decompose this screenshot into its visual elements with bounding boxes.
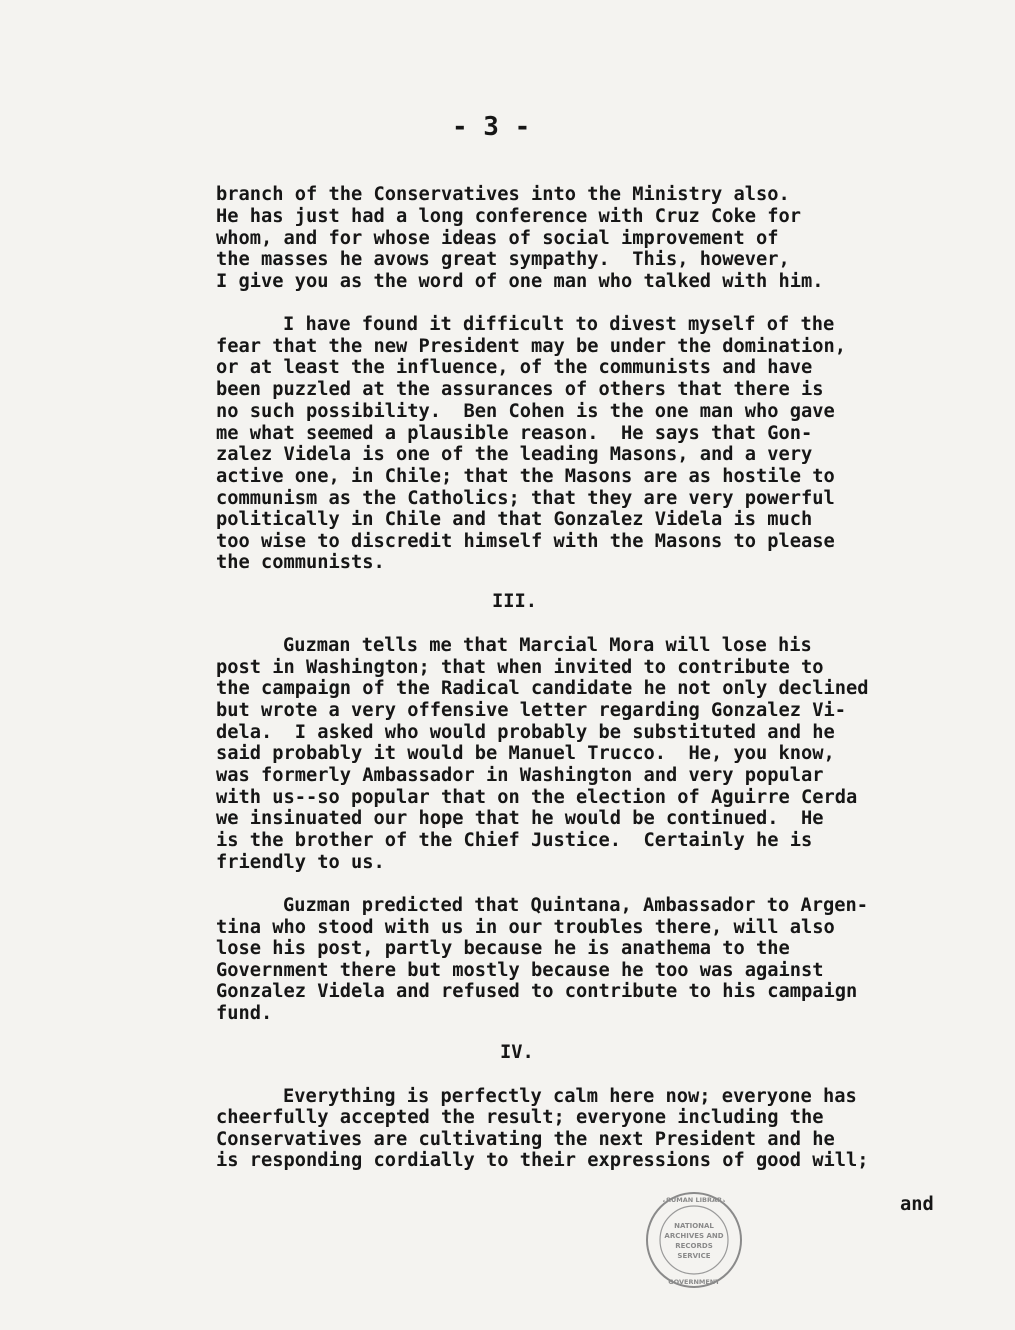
- catchword: and: [900, 1194, 934, 1215]
- text-line: active one, in Chile; that the Masons are as hostile to: [216, 466, 835, 487]
- svg-text:SERVICE: SERVICE: [677, 1252, 711, 1260]
- text-line: dela. I asked who would probably be substituted and he: [216, 722, 835, 743]
- text-line: tina who stood with us in our troubles there, will also: [216, 917, 835, 938]
- text-line: I give you as the word of one man who talked with him.: [216, 271, 824, 292]
- text-line: is the brother of the Chief Justice. Certainly he is: [216, 830, 813, 851]
- page-number: - 3 -: [452, 112, 531, 142]
- text-line: whom, and for whose ideas of social improvement of: [216, 228, 779, 249]
- text-line: Government there but mostly because he too was against: [216, 960, 824, 981]
- text-line: or at least the influence, of the communists and have: [216, 357, 813, 378]
- svg-text:NATIONAL: NATIONAL: [674, 1222, 714, 1230]
- text-line: the masses he avows great sympathy. This, however,: [216, 249, 790, 270]
- svg-text:TRUMAN LIBRARY: TRUMAN LIBRARY: [661, 1196, 727, 1204]
- text-line: post in Washington; that when invited to contribute to: [216, 657, 824, 678]
- text-line: I have found it difficult to divest myself of the: [283, 314, 835, 335]
- text-line: is responding cordially to their expressions of good will;: [216, 1150, 869, 1171]
- text-line: friendly to us.: [216, 852, 385, 873]
- text-line: Conservatives are cultivating the next President and he: [216, 1129, 835, 1150]
- text-line: He has just had a long conference with Cruz Coke for: [216, 206, 802, 227]
- text-line: we insinuated our hope that he would be continued. He: [216, 808, 824, 829]
- text-line: the communists.: [216, 552, 385, 573]
- text-line: the campaign of the Radical candidate he not only declined: [216, 678, 869, 699]
- archive-stamp: [644, 1190, 744, 1290]
- text-line: zalez Videla is one of the leading Masons, and a very: [216, 444, 813, 465]
- text-line: Everything is perfectly calm here now; everyone has: [283, 1086, 857, 1107]
- text-line: said probably it would be Manuel Trucco. He, you know,: [216, 743, 835, 764]
- section-heading-iii: III.: [492, 591, 538, 612]
- text-line: Guzman predicted that Quintana, Ambassador to Argen-: [283, 895, 869, 916]
- text-line: but wrote a very offensive letter regarding Gonzalez Vi-: [216, 700, 847, 721]
- text-line: with us--so popular that on the election of Aguirre Cerda: [216, 787, 858, 808]
- svg-text:RECORDS: RECORDS: [675, 1242, 713, 1250]
- text-line: been puzzled at the assurances of others that there is: [216, 379, 824, 400]
- text-line: no such possibility. Ben Cohen is the one man who gave: [216, 401, 835, 422]
- archive-stamp-seal: [644, 1190, 744, 1290]
- text-line: communism as the Catholics; that they are very powerful: [216, 488, 835, 509]
- text-line: too wise to discredit himself with the Masons to please: [216, 531, 835, 552]
- text-line: Guzman tells me that Marcial Mora will lose his: [283, 635, 812, 656]
- text-line: politically in Chile and that Gonzalez Videla is much: [216, 509, 813, 530]
- text-line: lose his post, partly because he is anathema to the: [216, 938, 790, 959]
- text-line: branch of the Conservatives into the Ministry also.: [216, 184, 790, 205]
- section-heading-iv: IV.: [500, 1042, 534, 1063]
- text-line: was formerly Ambassador in Washington and very popular: [216, 765, 824, 786]
- svg-text:GOVERNMENT: GOVERNMENT: [668, 1278, 720, 1286]
- text-line: Gonzalez Videla and refused to contribute to his campaign: [216, 981, 858, 1002]
- svg-text:ARCHIVES AND: ARCHIVES AND: [664, 1232, 724, 1240]
- text-line: fund.: [216, 1003, 273, 1024]
- text-line: cheerfully accepted the result; everyone including the: [216, 1107, 824, 1128]
- text-line: fear that the new President may be under the domination,: [216, 336, 847, 357]
- text-line: me what seemed a plausible reason. He says that Gon-: [216, 423, 813, 444]
